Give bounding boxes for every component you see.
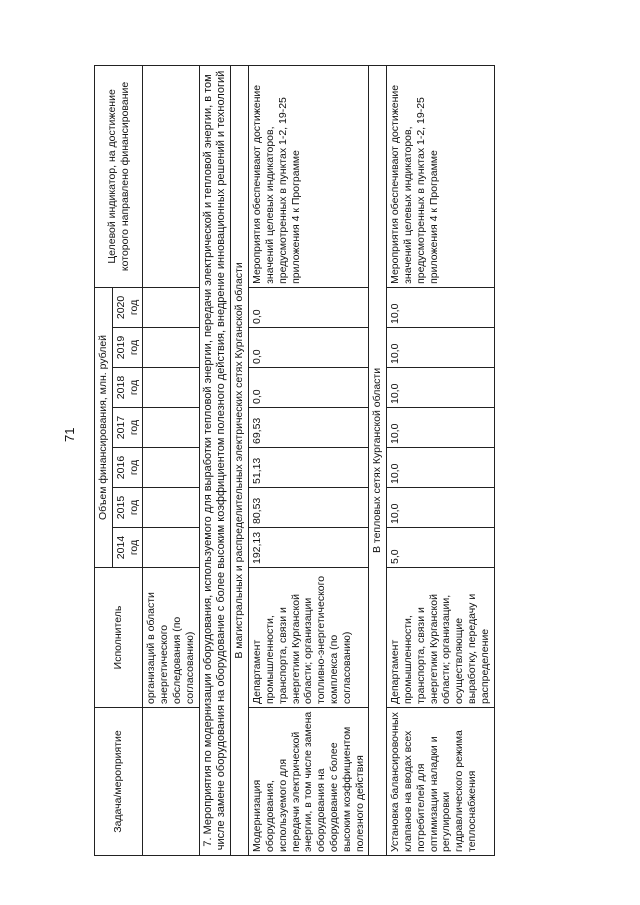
cell-empty (143, 328, 199, 368)
table-row (249, 65, 369, 855)
cell-empty (143, 708, 199, 856)
header-year: 2014 год (112, 528, 143, 568)
row-value: 0,0 (249, 328, 369, 368)
subsection-electric-title: В магистральных и распределительных электрических сетях Курганской области (231, 65, 249, 855)
row-value: 0,0 (249, 368, 369, 408)
header-row-1 (95, 65, 113, 855)
row-indicator: Мероприятия обеспечивают достижение значений целевых индикаторов, предусмотренных в пунктах 1-2, 19-25 приложения 4 к Программе (249, 65, 369, 287)
header-indicator: Целевой индикатор, на достижение которого направлено финансирование (95, 65, 143, 287)
cell-empty (143, 528, 199, 568)
row-task: Модернизация оборудования, используемого для передачи электрической энергии, в том числе замена оборудования на оборудование с более высоким коэффициентом полезного действия (249, 708, 369, 856)
header-year: 2016 год (112, 448, 143, 488)
header-year: 2015 год (112, 488, 143, 528)
row-task: Установка балансировочных клапанов на вводах всех потребителей для оптимизации наладки и регулировки гидравлического режима теплоснабжения (387, 708, 494, 856)
cell-empty (143, 488, 199, 528)
header-year: 2018 год (112, 368, 143, 408)
row-indicator: Мероприятия обеспечивают достижение значений целевых индикаторов, предусмотренных в пунктах 1-2, 19-25 приложения 4 к Программе (387, 65, 494, 287)
rotated-table-container (94, 66, 510, 856)
cell-empty (143, 408, 199, 448)
subsection-heat-title: В тепловых сетях Курганской области (369, 65, 387, 855)
section-row (199, 65, 231, 855)
subsection-row (369, 65, 387, 855)
page-number: 71 (62, 427, 77, 442)
header-year: 2017 год (112, 408, 143, 448)
cell-empty (143, 448, 199, 488)
row-value: 10,0 (387, 448, 494, 488)
row-value: 10,0 (387, 287, 494, 327)
header-year: 2020 год (112, 287, 143, 327)
row-value: 192,13 (249, 528, 369, 568)
row-value: 69,53 (249, 408, 369, 448)
header-funding: Объем финансирования, млн. рублей (95, 287, 113, 567)
header-task: Задача/мероприятие (95, 708, 143, 856)
subsection-row (231, 65, 249, 855)
row-value: 10,0 (387, 328, 494, 368)
section-7-title: 7. Мероприятия по модернизации оборудования, используемого для выработки тепловой энергии, передачи электрической и тепловой энергии, в том числе замене оборудования на оборудование с более высоким коэффициентом полезного действия, внедрение инновационных решений и технологий (199, 65, 231, 855)
row-executor: Департамент промышленности, транспорта, связи и энергетики Курганской области; организации топливно-энергетического комплекса (по согласованию) (249, 568, 369, 708)
row-executor: Департамент промышленности, транспорта, связи и энергетики Курганской области; организации, осуществляющие выработку, передачу и распределение (387, 568, 494, 708)
row-value: 10,0 (387, 488, 494, 528)
row-value: 10,0 (387, 408, 494, 448)
table-row (387, 65, 494, 855)
cell-empty (143, 65, 199, 287)
cell-empty (143, 287, 199, 327)
header-year: 2019 год (112, 328, 143, 368)
continuation-executor: организаций в области энергетического обследования (по согласованию) (143, 568, 199, 708)
cell-empty (143, 368, 199, 408)
header-executor: Исполнитель (95, 568, 143, 708)
row-value: 5,0 (387, 528, 494, 568)
continuation-row (143, 65, 199, 855)
row-value: 51,13 (249, 448, 369, 488)
row-value: 10,0 (387, 368, 494, 408)
program-table (94, 65, 495, 856)
row-value: 0,0 (249, 287, 369, 327)
row-value: 80,53 (249, 488, 369, 528)
